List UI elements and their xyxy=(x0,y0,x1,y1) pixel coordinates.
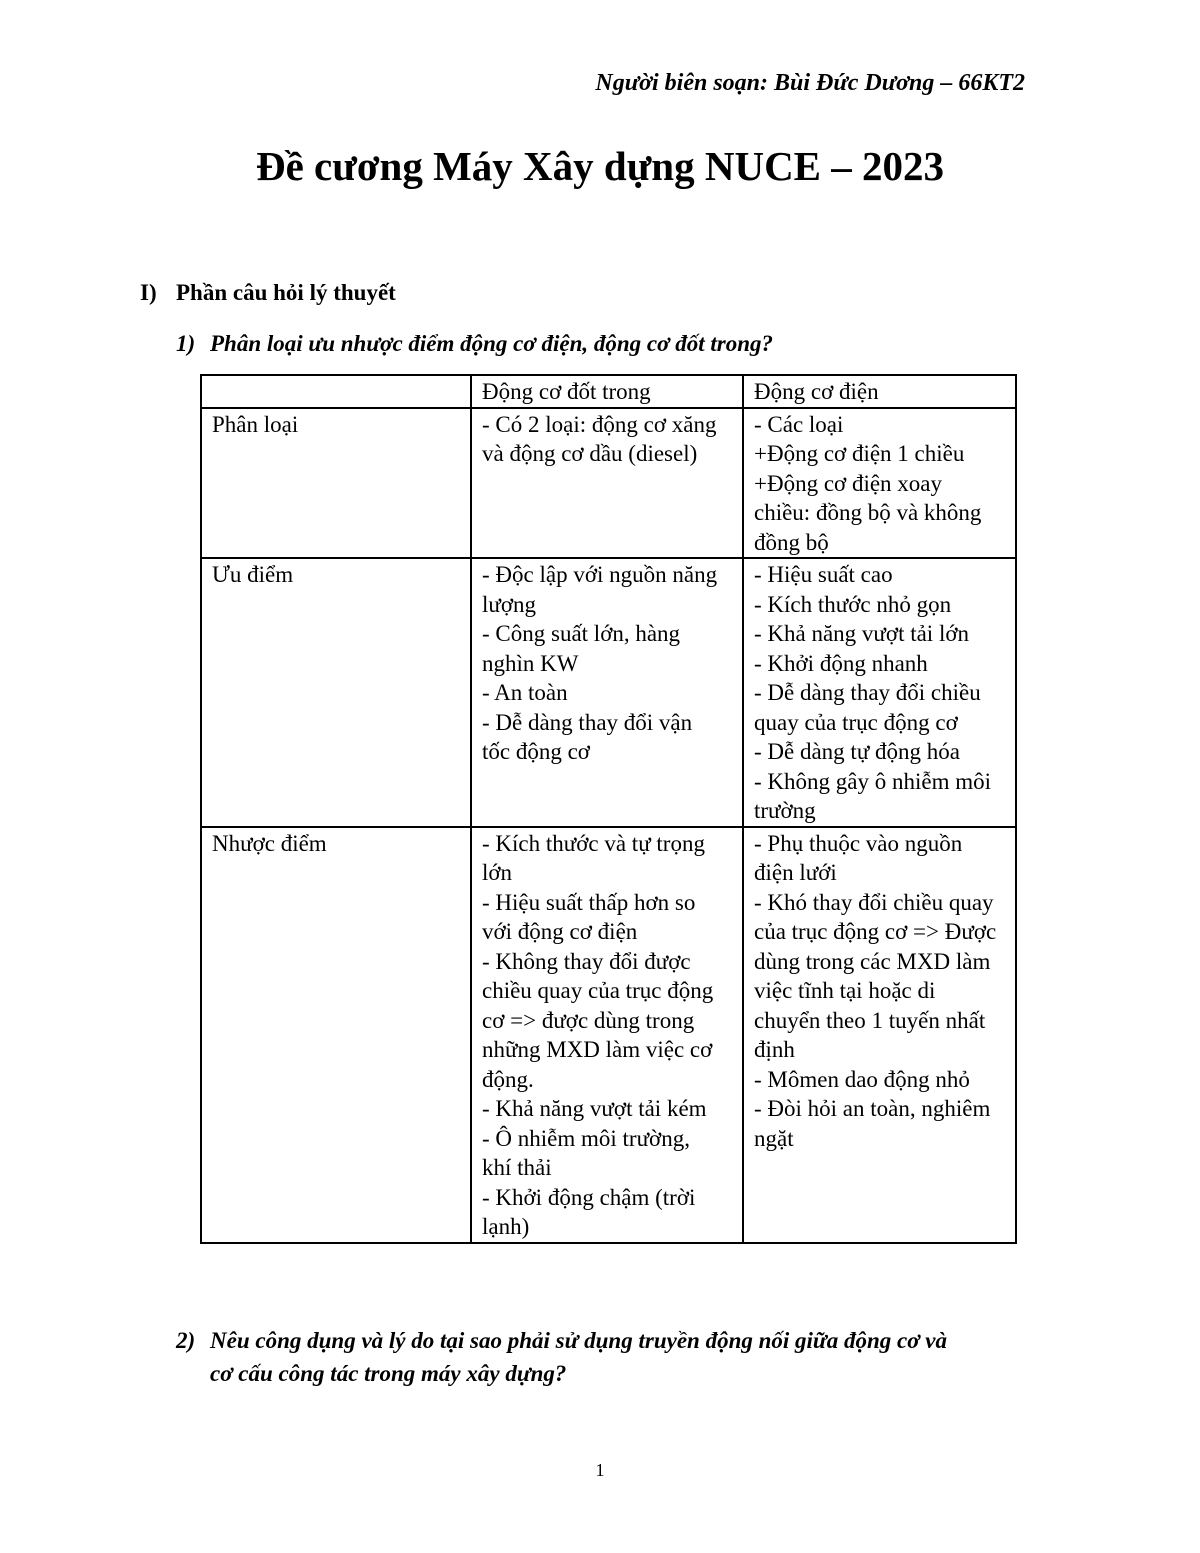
header-cell-electric: Động cơ điện xyxy=(743,375,1016,408)
cell-line: chiều: đồng bộ và không xyxy=(754,500,982,525)
page-number: 1 xyxy=(595,1460,605,1480)
section-text: Phần câu hỏi lý thuyết xyxy=(176,280,396,305)
cell-line: - Khả năng vượt tải lớn xyxy=(754,621,969,646)
row-label: Ưu điểm xyxy=(201,558,471,827)
header-cell-empty xyxy=(201,375,471,408)
cell-line: chiều quay của trục động xyxy=(482,978,714,1003)
question-2-number: 2) xyxy=(176,1328,196,1353)
cell-line: - Khởi động chậm (trời xyxy=(482,1184,696,1210)
cell-line: - Công suất lớn, hàng xyxy=(482,621,681,646)
cell-line: định xyxy=(754,1037,795,1062)
cell-line: - Dễ dàng thay đổi vận xyxy=(482,709,693,735)
cell-line: - Dễ dàng tự động hóa xyxy=(754,739,961,764)
table-row-disadvantages xyxy=(201,827,1016,1243)
table-row-classification xyxy=(201,408,1016,559)
cell-line: - Mômen dao động nhỏ xyxy=(754,1066,970,1092)
table-header-row xyxy=(201,375,1016,408)
cell-line: - Đòi hỏi an toàn, nghiêm xyxy=(754,1096,991,1121)
cell-line: - Kích thước và tự trọng xyxy=(482,830,705,856)
cell-line: điện lưới xyxy=(754,860,837,885)
cell-line: - Hiệu suất thấp hơn so xyxy=(482,889,696,915)
document-title: Đề cương Máy Xây dựng NUCE – 2023 xyxy=(255,143,945,189)
electric-motor-cell xyxy=(743,558,1016,827)
cell-line: - Ô nhiễm môi trường, xyxy=(482,1125,690,1151)
comparison-table-body xyxy=(201,375,1016,1243)
question-1-text: Phân loại ưu nhược điểm động cơ điện, động cơ đốt trong? xyxy=(210,331,773,356)
cell-line: khí thải xyxy=(482,1155,552,1180)
row-label: Phân loại xyxy=(201,408,471,559)
cell-line: - Dễ dàng thay đổi chiều xyxy=(754,680,981,705)
cell-line: và động cơ dầu (diesel) xyxy=(482,441,698,466)
question-2 xyxy=(176,1324,947,1390)
combustion-engine-cell xyxy=(471,827,743,1243)
electric-motor-cell xyxy=(743,827,1016,1243)
cell-line: - Các loại xyxy=(754,411,844,437)
cell-line: cơ => được dùng trong xyxy=(482,1007,695,1033)
cell-line: lượng xyxy=(482,591,537,617)
cell-line: - An toàn xyxy=(482,680,568,705)
header-cell-combustion: Động cơ đốt trong xyxy=(471,375,743,408)
row-label: Nhược điểm xyxy=(201,827,471,1243)
section-number: I) xyxy=(140,280,157,305)
cell-line: - Khởi động nhanh xyxy=(754,650,928,676)
cell-line: lạnh) xyxy=(482,1214,530,1239)
cell-line: nghìn KW xyxy=(482,650,579,676)
author-line: Người biên soạn: Bùi Đức Dương – 66KT2 xyxy=(595,70,1025,96)
question-1 xyxy=(176,327,773,360)
cell-line: động. xyxy=(482,1066,534,1092)
cell-line: đồng bộ xyxy=(754,529,829,555)
cell-line: với động cơ điện xyxy=(482,919,638,944)
electric-motor-cell xyxy=(743,408,1016,559)
comparison-table xyxy=(200,374,1017,1244)
question-1-number: 1) xyxy=(176,331,196,356)
cell-line: - Phụ thuộc vào nguồn xyxy=(754,830,963,856)
question-2-line-2: cơ cấu công tác trong máy xây dựng? xyxy=(210,1361,567,1386)
combustion-engine-cell xyxy=(471,408,743,559)
cell-line: lớn xyxy=(482,860,513,885)
combustion-engine-cell xyxy=(471,558,743,827)
cell-line: quay của trục động cơ xyxy=(754,709,958,735)
cell-line: - Độc lập với nguồn năng xyxy=(482,562,718,587)
cell-line: - Khả năng vượt tải kém xyxy=(482,1096,707,1121)
question-2-line-1: Nêu công dụng và lý do tại sao phải sử dụng truyền động nối giữa động cơ và xyxy=(210,1328,948,1353)
table-row-advantages xyxy=(201,558,1016,827)
cell-line: việc tĩnh tại hoặc di xyxy=(754,978,936,1003)
cell-line: - Kích thước nhỏ gọn xyxy=(754,591,952,617)
cell-line: dùng trong các MXD làm xyxy=(754,948,991,974)
cell-line: những MXD làm việc cơ xyxy=(482,1037,713,1062)
cell-line: chuyển theo 1 tuyến nhất xyxy=(754,1007,986,1033)
cell-line: - Khó thay đổi chiều quay xyxy=(754,889,994,915)
cell-line: trường xyxy=(754,798,816,823)
cell-line: +Động cơ điện 1 chiều xyxy=(754,441,965,466)
cell-line: ngặt xyxy=(754,1125,794,1151)
cell-line: - Không gây ô nhiễm môi xyxy=(754,768,991,794)
cell-line: của trục động cơ => Được xyxy=(754,919,997,944)
section-heading xyxy=(140,280,396,306)
cell-line: - Có 2 loại: động cơ xăng xyxy=(482,411,717,437)
cell-line: - Hiệu suất cao xyxy=(754,562,893,587)
cell-line: - Không thay đổi được xyxy=(482,948,691,974)
cell-line: +Động cơ điện xoay xyxy=(754,470,943,496)
cell-line: tốc động cơ xyxy=(482,739,590,764)
